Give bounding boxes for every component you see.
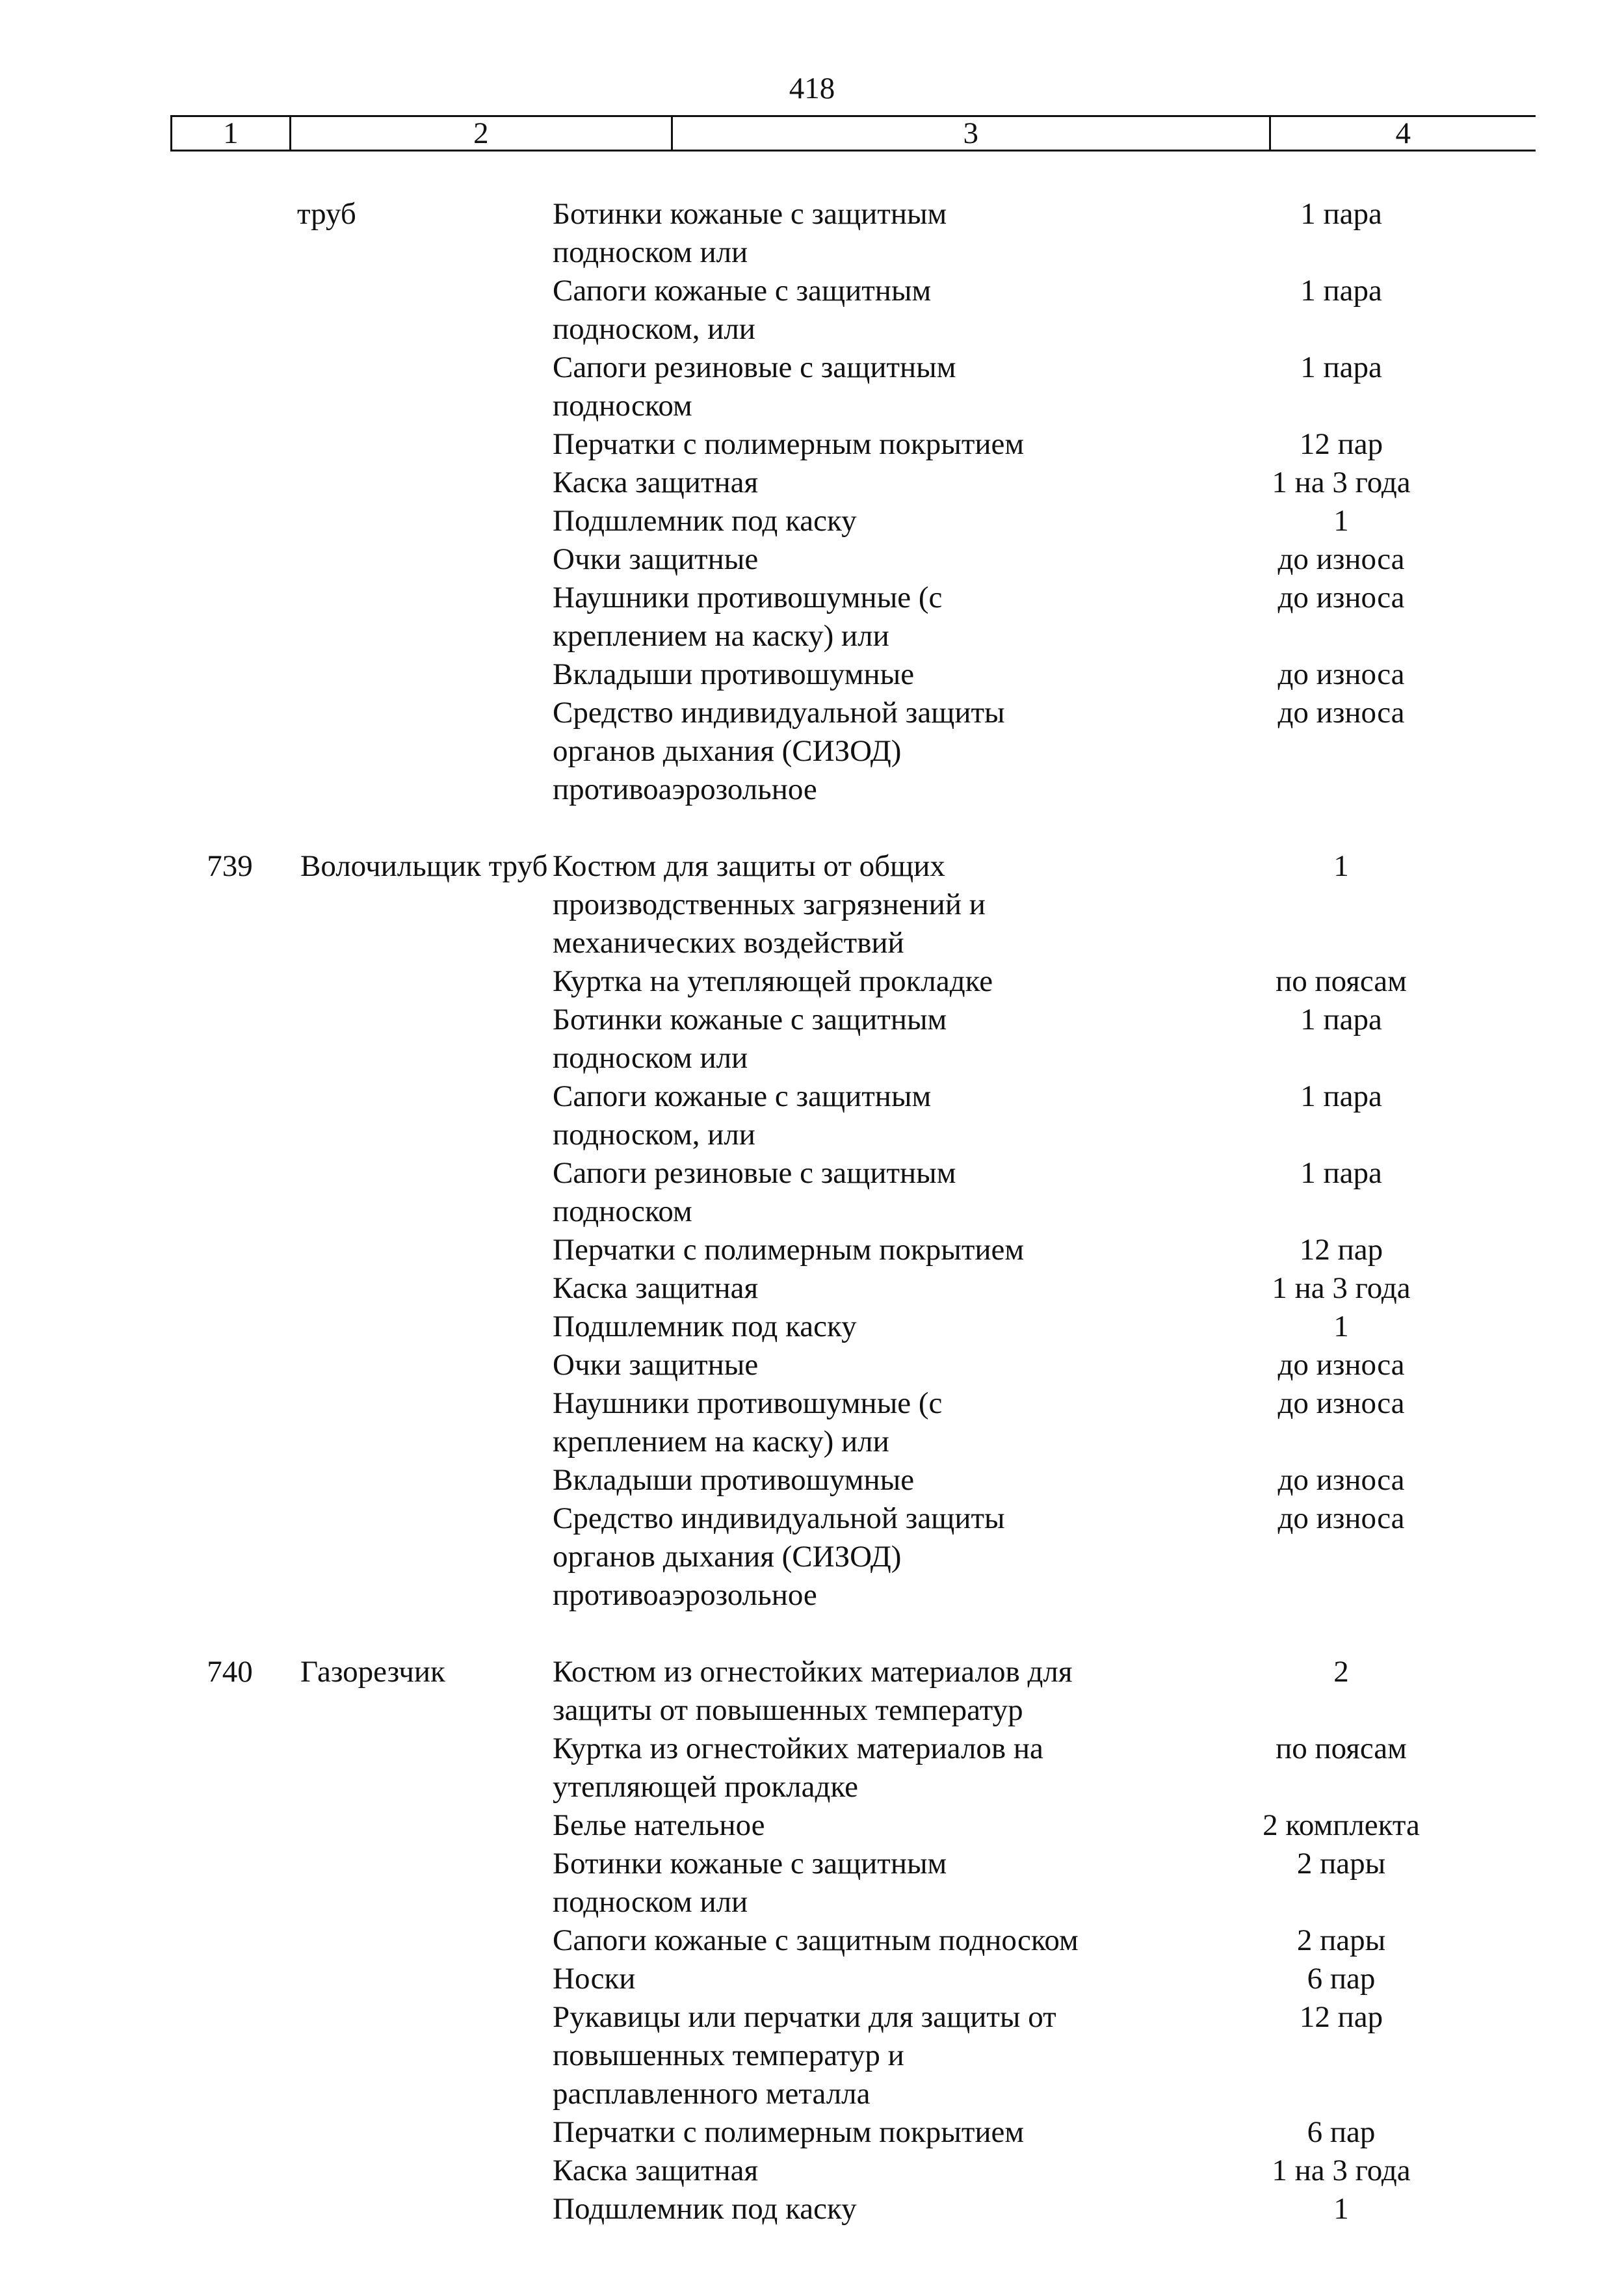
ppe-item-row (553, 1845, 1536, 1921)
profession-number: 740 (207, 1655, 253, 1689)
ppe-item-norm: до износа (1277, 657, 1405, 691)
ppe-item-row (553, 1806, 1536, 1845)
profession-group (170, 847, 1536, 1615)
ppe-item-row (553, 1960, 1536, 1998)
ppe-item-name: Средство индивидуальной защиты органов дыхания (СИЗОД) противоаэрозольное (553, 1501, 1005, 1612)
ppe-item-row (553, 1461, 1536, 1499)
ppe-item-name: Ботинки кожаные с защитным подноском или (553, 1003, 947, 1075)
ppe-item-row (553, 1077, 1536, 1154)
ppe-item-norm: 1 пара (1300, 1079, 1382, 1113)
ppe-item-row (553, 2190, 1536, 2228)
ppe-item-norm: 12 пар (1299, 1233, 1383, 1267)
ppe-item-norm: 2 комплекта (1263, 1808, 1420, 1842)
column-header-2: 2 (291, 117, 673, 150)
ppe-item-norm: 1 (1333, 849, 1349, 883)
ppe-item-norm: до износа (1277, 1463, 1405, 1497)
ppe-item-name: Рукавицы или перчатки для защиты от повышенных температур и расплавленного металла (553, 2000, 1056, 2111)
ppe-item-name: Перчатки с полимерным покрытием (553, 427, 1025, 461)
ppe-item-row (553, 1154, 1536, 1231)
ppe-item-norm: 6 пар (1307, 2115, 1376, 2149)
ppe-item-name: Подшлемник под каску (553, 504, 857, 538)
ppe-item-row (553, 349, 1536, 425)
profession-name: труб (297, 197, 356, 231)
ppe-item-name: Куртка на утепляющей прокладке (553, 964, 993, 998)
ppe-item-norm: 2 (1333, 1655, 1349, 1689)
profession-name: Волочильщик труб (300, 849, 548, 883)
ppe-item-row (553, 1730, 1536, 1806)
ppe-item-name: Каска защитная (553, 1271, 759, 1305)
ppe-item-name: Вкладыши противошумные (553, 657, 915, 691)
ppe-item-name: Куртка из огнестойких материалов на утепляющей прокладке (553, 1732, 1043, 1804)
ppe-item-row (553, 1308, 1536, 1346)
ppe-item-name: Подшлемник под каску (553, 2192, 857, 2226)
ppe-item-row (553, 2152, 1536, 2190)
ppe-item-list (553, 1653, 1536, 2228)
ppe-item-row (553, 1998, 1536, 2113)
ppe-item-name: Сапоги кожаные с защитным подноском, или (553, 1079, 932, 1152)
ppe-item-name: Сапоги кожаные с защитным подноском (553, 1923, 1079, 1957)
ppe-item-norm: 12 пар (1299, 427, 1383, 461)
column-header-3: 3 (673, 117, 1271, 150)
ppe-item-row (553, 1499, 1536, 1615)
ppe-item-row (553, 464, 1536, 502)
ppe-item-norm: 1 пара (1300, 1003, 1382, 1036)
ppe-item-row (553, 694, 1536, 809)
ppe-item-name: Ботинки кожаные с защитным подноском или (553, 197, 947, 269)
ppe-item-row (553, 425, 1536, 464)
ppe-item-norm: 1 (1333, 504, 1349, 538)
ppe-item-norm: 1 пара (1300, 1156, 1382, 1190)
ppe-item-row (553, 1231, 1536, 1269)
ppe-item-row (553, 540, 1536, 579)
ppe-item-norm: до износа (1277, 581, 1405, 614)
ppe-item-row (553, 272, 1536, 349)
ppe-item-row (553, 579, 1536, 655)
ppe-item-norm: 2 пары (1296, 1923, 1386, 1957)
ppe-item-name: Перчатки с полимерным покрытием (553, 2115, 1025, 2149)
ppe-item-row (553, 2113, 1536, 2152)
ppe-item-norm: 12 пар (1299, 2000, 1383, 2034)
ppe-item-norm: 1 (1333, 2192, 1349, 2226)
ppe-item-norm: 1 пара (1300, 197, 1382, 231)
profession-name: Газорезчик (300, 1655, 445, 1689)
ppe-item-name: Очки защитные (553, 1348, 759, 1382)
ppe-item-norm: 1 (1333, 1310, 1349, 1343)
ppe-item-name: Каска защитная (553, 466, 759, 499)
page-number: 418 (789, 72, 835, 105)
ppe-item-name: Ботинки кожаные с защитным подноском или (553, 1847, 947, 1919)
ppe-item-row (553, 1001, 1536, 1077)
ppe-item-name: Сапоги резиновые с защитным подноском (553, 1156, 956, 1228)
ppe-item-name: Перчатки с полимерным покрытием (553, 1233, 1025, 1267)
ppe-item-row (553, 1346, 1536, 1384)
ppe-item-name: Очки защитные (553, 542, 759, 576)
ppe-item-norm: 1 пара (1300, 274, 1382, 308)
ppe-item-norm: по поясам (1276, 1732, 1407, 1765)
ppe-item-norm: 1 на 3 года (1272, 2154, 1411, 2187)
ppe-item-row (553, 1269, 1536, 1308)
ppe-item-norm: до износа (1277, 1386, 1405, 1420)
ppe-item-name: Средство индивидуальной защиты органов дыхания (СИЗОД) противоаэрозольное (553, 696, 1005, 806)
ppe-item-norm: по поясам (1276, 964, 1407, 998)
ppe-item-norm: 1 на 3 года (1272, 466, 1411, 499)
ppe-item-row (553, 1384, 1536, 1461)
ppe-item-name: Вкладыши противошумные (553, 1463, 915, 1497)
ppe-item-row (553, 1921, 1536, 1960)
ppe-item-name: Сапоги резиновые с защитным подноском (553, 350, 956, 423)
ppe-item-norm: до износа (1277, 1348, 1405, 1382)
ppe-item-name: Сапоги кожаные с защитным подноском, или (553, 274, 932, 346)
ppe-item-name: Наушники противошумные (с креплением на каску) или (553, 581, 943, 653)
ppe-item-name: Подшлемник под каску (553, 1310, 857, 1343)
ppe-item-list (553, 847, 1536, 1615)
ppe-item-name: Костюм из огнестойких материалов для защиты от повышенных температур (553, 1655, 1073, 1727)
ppe-item-row (553, 655, 1536, 694)
profession-number: 739 (207, 849, 253, 883)
ppe-norms-table-body (170, 195, 1536, 2228)
ppe-item-norm: 2 пары (1296, 1847, 1386, 1880)
ppe-item-name: Каска защитная (553, 2154, 759, 2187)
ppe-item-norm: до износа (1277, 696, 1405, 730)
profession-group (170, 195, 1536, 809)
ppe-item-name: Белье нательное (553, 1808, 765, 1842)
ppe-item-name: Наушники противошумные (с креплением на каску) или (553, 1386, 943, 1458)
column-header-1: 1 (172, 117, 291, 150)
ppe-item-norm: до износа (1277, 1501, 1405, 1535)
ppe-item-norm: 1 пара (1300, 350, 1382, 384)
ppe-item-row (553, 1653, 1536, 1730)
ppe-item-list (553, 195, 1536, 809)
column-header-4: 4 (1395, 116, 1411, 150)
ppe-item-row (553, 962, 1536, 1001)
profession-group (170, 1653, 1536, 2228)
ppe-item-row (553, 502, 1536, 540)
ppe-item-row (553, 195, 1536, 272)
ppe-item-row (553, 847, 1536, 962)
ppe-item-name: Костюм для защиты от общих производственных загрязнений и механических воздействий (553, 849, 986, 960)
ppe-item-norm: 1 на 3 года (1272, 1271, 1411, 1305)
ppe-item-norm: до износа (1277, 542, 1405, 576)
ppe-item-norm: 6 пар (1307, 1962, 1376, 1996)
ppe-item-name: Носки (553, 1962, 636, 1996)
column-header-row (170, 115, 1536, 152)
